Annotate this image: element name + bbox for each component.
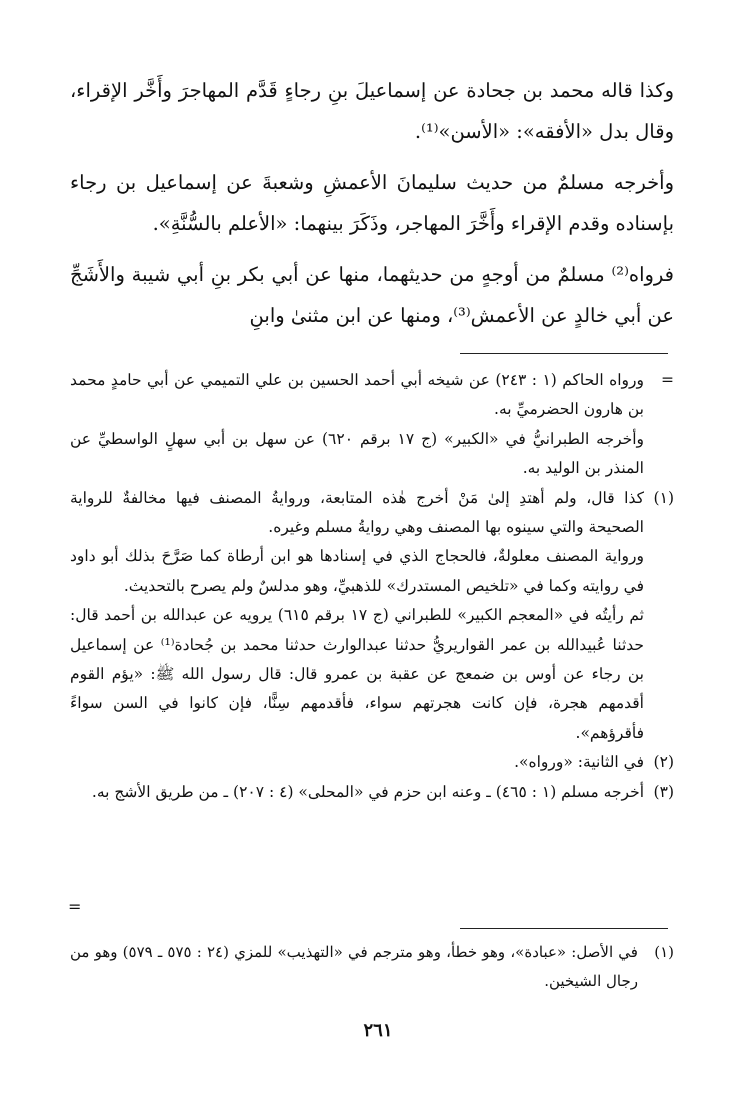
note-item [70, 778, 674, 807]
continuation-mark: = [68, 897, 82, 916]
footnote-separator-rule [460, 928, 668, 929]
note-item [70, 748, 674, 777]
main-paragraph: وكذا قاله محمد بن جحادة عن إسماعيلَ بنِ رجاءٍ قَدَّم المهاجرَ وأَخَّر الإقراء، وقال بدل «الأفقه»: «الأسن»⁽¹⁾. [70, 79, 674, 143]
notes-separator-rule [460, 353, 668, 354]
footnote-marker: (١) [654, 943, 674, 961]
note-text: ثم رأيتُه في «المعجم الكبير» للطبراني (ج ١٧ برقم ٦١٥) يرويه عن عبدالله بن أحمد قال: حدثنا عُبيدالله بن عمر القواريريُّ حدثنا عبدالوارث حدثنا محمد بن جُحادة⁽¹⁾ عن إسماعيل بن رجاء عن أوس بن ضمعج عن عقبة بن عمرو قال: قال رسول الله ﷺ: «يؤم القوم أقدمهم هجرة، فإن كانت هجرتهم سواء، فأقدمهم سِنًّا، فإن كانوا في السن سواءً فأقرؤهم». [70, 606, 644, 742]
note-item [70, 484, 674, 543]
main-paragraph: وأخرجه مسلمٌ من حديث سليمانَ الأعمشِ وشعبةَ عن إسماعيل بن رجاء بإسناده وقدم الإقراء وأَخَّرَ المهاجر، وذَكَرَ بينهما: «الأعلم بالسُّنَّةِ». [70, 171, 674, 235]
note-text: ورواية المصنف معلولةٌ، فالحجاج الذي في إسنادها هو ابن أرطاة كما صَرَّحَ بذلك أبو داود في روايته وكما في «تلخيص المستدرك» للذهبيِّ، وهو مدلسٌ ولم يصرح بالتحديث. [70, 547, 644, 595]
note-text: ورواه الحاكم (١ : ٢٤٣) عن شيخه أبي أحمد الحسين بن علي التميمي عن أبي حامدٍ محمد بن هارون الحضرميِّ به. [70, 371, 644, 419]
note-marker: (٣) [653, 782, 674, 801]
notes-section [70, 366, 674, 807]
note-text: في الثانية: «ورواه». [514, 753, 644, 772]
note-marker: (٢) [653, 753, 674, 772]
note-item [70, 366, 674, 425]
note-item [70, 601, 674, 748]
main-text [70, 70, 674, 346]
footnote [70, 938, 674, 996]
note-item [70, 425, 674, 484]
page-number: ٢٦١ [363, 1020, 393, 1041]
main-paragraph: فرواه⁽²⁾ مسلمٌ من أوجهٍ من حديثهما، منها عن أبي بكر بنِ أبي شيبة والأَشَجِّ عن أبي خالدٍ عن الأعمش⁽³⁾، ومنها عن ابن مثنىٰ وابنِ [70, 263, 674, 327]
note-text: أخرجه مسلم (١ : ٤٦٥) ـ وعنه ابن حزم في «المحلى» (٤ : ٢٠٧) ـ من طريق الأشج به. [91, 782, 644, 801]
footnote-text: في الأصل: «عبادة»، وهو خطأ، وهو مترجم في «التهذيب» للمزي (٢٤ : ٥٧٥ ـ ٥٧٩) وهو من رجال الشيخين. [70, 943, 638, 990]
note-marker: = [661, 371, 674, 389]
note-text: وأخرجه الطبرانيُّ في «الكبير» (ج ١٧ برقم ٦٢٠) عن سهل بن أبي سهلٍ الواسطيِّ عن المنذر بن الوليد به. [70, 429, 644, 478]
note-text: كذا قال، ولم أهتدِ إلىٰ مَنْ أخرج هٰذه المتابعة، وروايةُ المصنف فيها مخالفةٌ للرواية الصحيحة والتي سينوه بها المصنف وهي روايةُ مسلم وغيره. [70, 488, 644, 537]
note-marker: (١) [653, 488, 674, 507]
note-item [70, 542, 674, 601]
